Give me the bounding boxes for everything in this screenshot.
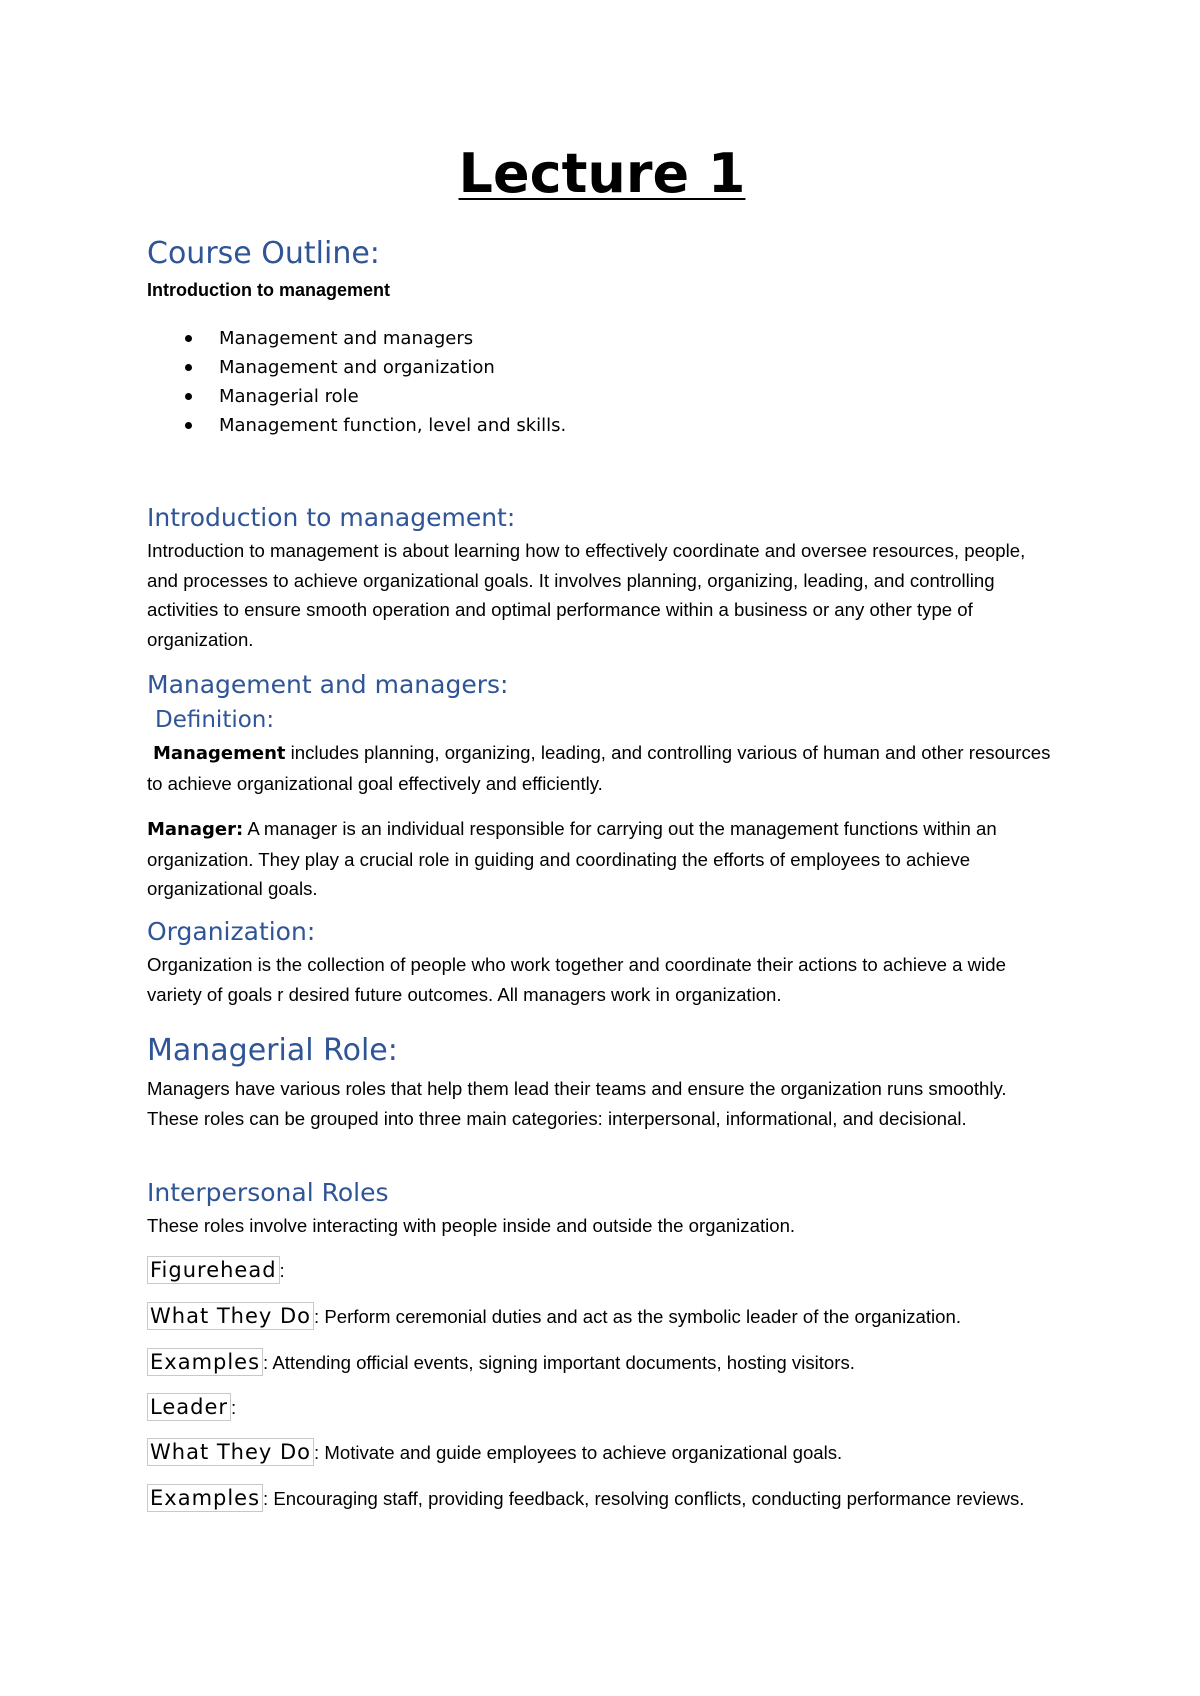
list-item: Management and organization xyxy=(147,353,566,382)
course-outline-subheading: Introduction to management xyxy=(147,280,390,300)
interpersonal-paragraph: These roles involve interacting with people inside and outside the organization. xyxy=(147,1215,796,1236)
leader-label: Leader : xyxy=(147,1393,1057,1423)
list-item: Managerial role xyxy=(147,382,566,411)
leader-what: What They Do : Motivate and guide employees to achieve organizational goals. xyxy=(147,1438,1057,1468)
figurehead-examples: Examples : Attending official events, signing important documents, hosting visitors. xyxy=(147,1348,1057,1378)
manager-definition: Manager: A manager is an individual responsible for carrying out the management functions within an organization. They play a crucial role in guiding and coordinating the efforts of employees to achieve organizational goals. xyxy=(147,818,997,899)
managerial-role-heading: Managerial Role: xyxy=(147,1033,398,1068)
leader-examples: Examples : Encouraging staff, providing feedback, resolving conflicts, conducting performance reviews. xyxy=(147,1484,1057,1514)
interpersonal-heading: Interpersonal Roles xyxy=(147,1178,389,1207)
intro-heading: Introduction to management: xyxy=(147,503,516,532)
figurehead-label: Figurehead : xyxy=(147,1256,1057,1286)
intro-paragraph: Introduction to management is about learning how to effectively coordinate and oversee resources, people, and processes to achieve organizational goals. It involves planning, organizing, leading, and controlling activities to ensure smooth operation and optimal performance within a business or any other type of organization. xyxy=(147,540,1026,650)
page-title: Lecture 1 xyxy=(458,142,746,205)
manager-term: Manager: xyxy=(147,819,244,840)
management-term: Management xyxy=(153,743,286,764)
figurehead-what: What They Do : Perform ceremonial duties and act as the symbolic leader of the organization. xyxy=(147,1302,1057,1332)
mgmt-managers-heading: Management and managers: xyxy=(147,670,509,699)
bullet-icon xyxy=(185,335,192,342)
definition-heading: Definition: xyxy=(155,707,275,733)
bullet-icon xyxy=(185,364,192,371)
list-item: Management function, level and skills. xyxy=(147,411,566,440)
bullet-icon xyxy=(185,393,192,400)
managerial-role-paragraph: Managers have various roles that help them lead their teams and ensure the organization runs smoothly. These roles can be grouped into three main categories: interpersonal, informational, and decisional. xyxy=(147,1078,1007,1129)
course-outline-heading: Course Outline: xyxy=(147,236,380,271)
course-outline-list xyxy=(147,324,566,440)
management-definition: Management includes planning, organizing, leading, and controlling various of human and other resources to achieve organizational goal effectively and efficiently. xyxy=(147,742,1051,794)
bullet-icon xyxy=(185,422,192,429)
organization-paragraph: Organization is the collection of people who work together and coordinate their actions to achieve a wide variety of goals r desired future outcomes. All managers work in organization. xyxy=(147,954,1006,1005)
list-item: Management and managers xyxy=(147,324,566,353)
organization-heading: Organization: xyxy=(147,917,316,946)
